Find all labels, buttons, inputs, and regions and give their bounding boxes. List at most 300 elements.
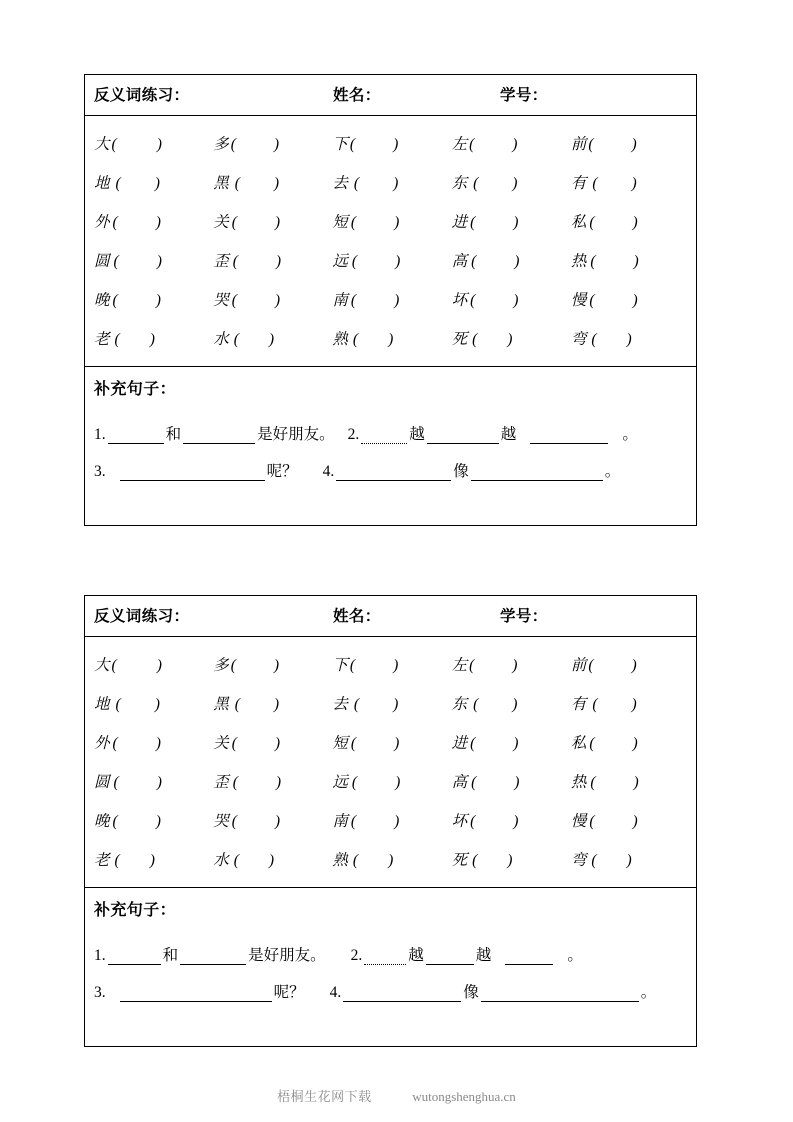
antonym-cell[interactable]	[94, 809, 213, 831]
sentence-text: 呢？	[273, 984, 305, 1001]
paren-open: (	[350, 291, 357, 309]
sentence-section-title: 补充句子：	[94, 381, 177, 398]
sentence-number: 1.	[94, 426, 106, 443]
antonym-cell[interactable]	[452, 210, 571, 232]
paren-open: (	[469, 135, 475, 153]
sentence-text: 。	[567, 947, 583, 964]
sentence-text: 像	[463, 984, 479, 1001]
antonym-cell[interactable]	[213, 132, 332, 154]
paren-close: )	[514, 773, 520, 791]
student-name-label: 姓名：	[333, 608, 381, 625]
sentence-text: 越	[408, 947, 424, 964]
antonym-grid	[85, 116, 696, 367]
antonym-cell[interactable]	[571, 327, 690, 349]
sentence-item-1[interactable]	[94, 422, 336, 444]
paren-close: )	[394, 734, 400, 752]
paren-open: (	[111, 135, 117, 153]
antonym-word: 死	[451, 330, 468, 348]
antonym-word: 大	[94, 135, 110, 153]
paren-open: (	[352, 851, 359, 869]
antonym-cell[interactable]	[213, 848, 332, 870]
paren-open: (	[351, 252, 358, 270]
sentence-text: 是好朋友。	[248, 947, 326, 964]
paren-open: (	[230, 135, 236, 153]
paren-open: (	[114, 330, 120, 348]
sentence-text: 是好朋友。	[257, 426, 335, 443]
antonym-word: 私	[570, 213, 587, 231]
antonym-word: 高	[451, 773, 468, 791]
antonym-word: 哭	[213, 291, 229, 309]
paren-close: )	[512, 174, 518, 192]
paren-close: )	[273, 695, 280, 713]
antonym-cell[interactable]	[571, 132, 690, 154]
antonym-word: 地	[94, 174, 110, 192]
sentence-item-4[interactable]	[323, 459, 622, 481]
antonym-cell[interactable]	[213, 171, 332, 193]
antonym-cell[interactable]	[94, 210, 213, 232]
antonym-cell[interactable]	[332, 249, 451, 271]
paren-close: )	[154, 174, 160, 192]
antonym-cell[interactable]	[94, 731, 213, 753]
antonym-cell[interactable]	[213, 809, 332, 831]
paren-open: (	[589, 734, 595, 752]
paren-close: )	[507, 851, 513, 869]
sentence-section-padding	[94, 1002, 687, 1036]
paren-open: (	[472, 851, 478, 869]
paren-open: (	[591, 851, 597, 869]
worksheet-header	[85, 596, 696, 637]
antonym-row	[85, 761, 696, 800]
antonym-word: 有	[570, 174, 587, 192]
blank-field[interactable]	[471, 465, 603, 481]
paren-open: (	[590, 773, 596, 791]
antonym-cell[interactable]	[332, 848, 451, 870]
paren-open: (	[472, 330, 478, 348]
blank-field[interactable]	[505, 949, 553, 965]
paren-open: (	[231, 734, 237, 752]
paren-open: (	[232, 773, 238, 791]
sentence-text: 。	[640, 984, 657, 1001]
paren-close: )	[633, 773, 639, 791]
sentence-text: 。	[622, 426, 638, 443]
antonym-row	[85, 279, 696, 318]
antonym-cell[interactable]	[452, 171, 571, 193]
antonym-cell[interactable]	[452, 327, 571, 349]
paren-close: )	[273, 656, 280, 674]
antonym-word: 晚	[94, 291, 110, 309]
antonym-word: 进	[451, 213, 468, 231]
blank-field[interactable]	[364, 949, 406, 965]
antonym-row	[85, 644, 696, 683]
paren-close: )	[274, 291, 281, 309]
paren-close: )	[155, 291, 161, 309]
antonym-cell[interactable]	[571, 171, 690, 193]
antonym-cell[interactable]	[332, 731, 451, 753]
paren-close: )	[513, 734, 519, 752]
paren-close: )	[393, 135, 399, 153]
paren-close: )	[513, 812, 519, 830]
antonym-cell[interactable]	[213, 210, 332, 232]
antonym-cell[interactable]	[571, 210, 690, 232]
blank-field[interactable]	[336, 465, 451, 481]
paren-close: )	[395, 773, 401, 791]
paren-open: (	[588, 656, 594, 674]
paren-open: (	[234, 174, 240, 192]
antonym-word: 外	[94, 213, 110, 231]
antonym-word: 有	[570, 695, 587, 713]
paren-close: )	[626, 330, 632, 348]
sentence-number: 3.	[94, 984, 106, 1001]
paren-close: )	[156, 252, 162, 270]
sentence-number: 1.	[94, 947, 106, 964]
paren-open: (	[473, 174, 479, 192]
sentence-line-2	[94, 965, 687, 1002]
antonym-cell[interactable]	[571, 249, 690, 271]
sentence-number: 4.	[329, 984, 342, 1001]
antonym-word: 弯	[570, 851, 587, 869]
blank-field[interactable]	[530, 428, 608, 444]
antonym-cell[interactable]	[452, 653, 571, 675]
paren-open: (	[471, 773, 477, 791]
paren-open: (	[349, 135, 356, 153]
antonym-cell[interactable]	[571, 692, 690, 714]
paren-close: )	[149, 330, 155, 348]
antonym-word: 前	[570, 656, 587, 674]
worksheet-header	[85, 75, 696, 116]
paren-open: (	[349, 656, 356, 674]
antonym-cell[interactable]	[94, 770, 213, 792]
blank-field[interactable]	[427, 428, 499, 444]
paren-close: )	[513, 213, 519, 231]
paren-open: (	[592, 695, 598, 713]
antonym-cell[interactable]	[332, 327, 451, 349]
sentence-section-padding	[94, 481, 687, 515]
antonym-cell[interactable]	[452, 288, 571, 310]
antonym-cell[interactable]	[452, 848, 571, 870]
antonym-word: 东	[451, 174, 468, 192]
antonym-word: 圆	[94, 252, 110, 270]
sentence-text: 和	[162, 947, 179, 964]
antonym-word: 黑	[213, 695, 229, 713]
antonym-word: 前	[570, 135, 587, 153]
paren-open: (	[473, 695, 479, 713]
antonym-word: 进	[451, 734, 468, 752]
paren-open: (	[233, 851, 239, 869]
antonym-word: 熟	[332, 851, 348, 869]
paren-close: )	[273, 174, 280, 192]
page-title: 反义词练习：	[94, 608, 190, 625]
antonym-row	[85, 201, 696, 240]
antonym-word: 黑	[213, 174, 229, 192]
sentence-text: 越	[500, 426, 517, 443]
antonym-word: 老	[94, 851, 110, 869]
antonym-word: 东	[451, 695, 468, 713]
antonym-cell[interactable]	[332, 770, 451, 792]
paren-open: (	[589, 213, 595, 231]
antonym-cell[interactable]	[452, 731, 571, 753]
antonym-word: 热	[570, 773, 587, 791]
antonym-cell[interactable]	[213, 288, 332, 310]
antonym-cell[interactable]	[571, 653, 690, 675]
antonym-word: 地	[94, 695, 110, 713]
sentence-text: 和	[165, 426, 182, 443]
antonym-word: 大	[94, 656, 110, 674]
paren-close: )	[388, 851, 394, 869]
paren-open: (	[113, 252, 119, 270]
paren-close: )	[507, 330, 513, 348]
antonym-cell[interactable]	[452, 692, 571, 714]
antonym-word: 关	[213, 734, 229, 752]
antonym-word: 私	[570, 734, 587, 752]
paren-close: )	[274, 812, 281, 830]
paren-open: (	[112, 812, 118, 830]
paren-close: )	[155, 213, 161, 231]
antonym-row	[85, 162, 696, 201]
antonym-cell[interactable]	[571, 288, 690, 310]
antonym-word: 关	[213, 213, 229, 231]
blank-field[interactable]	[180, 949, 246, 965]
antonym-word: 圆	[94, 773, 110, 791]
blank-field[interactable]	[361, 428, 407, 444]
sentence-item-2[interactable]	[348, 422, 639, 444]
antonym-cell[interactable]	[332, 653, 451, 675]
sentence-item-3[interactable]	[94, 980, 306, 1002]
sentence-number: 2.	[350, 947, 363, 964]
paren-open: (	[588, 135, 594, 153]
sentence-section-title: 补充句子：	[94, 902, 177, 919]
antonym-cell[interactable]	[213, 692, 332, 714]
paren-open: (	[591, 330, 597, 348]
antonym-word: 歪	[213, 252, 229, 270]
paren-close: )	[631, 656, 637, 674]
antonym-word: 慢	[570, 291, 587, 309]
paren-close: )	[394, 213, 400, 231]
paren-open: (	[470, 812, 476, 830]
antonym-cell[interactable]	[332, 288, 451, 310]
paren-close: )	[631, 695, 637, 713]
antonym-cell[interactable]	[94, 848, 213, 870]
antonym-word: 热	[570, 252, 587, 270]
antonym-word: 熟	[332, 330, 348, 348]
paren-close: )	[631, 174, 637, 192]
paren-close: )	[514, 252, 520, 270]
blank-field[interactable]	[120, 465, 265, 481]
sentence-number: 2.	[347, 426, 360, 443]
sentence-text: 越	[475, 947, 492, 964]
antonym-cell[interactable]	[332, 132, 451, 154]
paren-open: (	[470, 291, 476, 309]
page-title: 反义词练习：	[94, 87, 190, 104]
student-name-label: 姓名：	[333, 87, 381, 104]
antonym-row	[85, 240, 696, 279]
paren-close: )	[626, 851, 632, 869]
paren-close: )	[395, 252, 401, 270]
antonym-cell[interactable]	[94, 327, 213, 349]
paren-close: )	[512, 695, 518, 713]
sentence-number: 3.	[94, 463, 106, 480]
antonym-cell[interactable]	[332, 692, 451, 714]
sentence-number: 4.	[322, 463, 335, 480]
sentence-item-2[interactable]	[351, 943, 584, 965]
paren-close: )	[513, 291, 519, 309]
paren-open: (	[470, 213, 476, 231]
student-id-label: 学号：	[500, 608, 548, 625]
antonym-word: 多	[213, 656, 229, 674]
antonym-cell[interactable]	[452, 809, 571, 831]
antonym-word: 慢	[570, 812, 587, 830]
paren-close: )	[388, 330, 394, 348]
antonym-cell[interactable]	[571, 731, 690, 753]
paren-open: (	[231, 291, 237, 309]
paren-close: )	[156, 656, 162, 674]
paren-open: (	[115, 174, 121, 192]
antonym-word: 坏	[451, 812, 468, 830]
blank-field[interactable]	[426, 949, 474, 965]
antonym-cell[interactable]	[332, 809, 451, 831]
paren-open: (	[232, 252, 238, 270]
antonym-cell[interactable]	[94, 288, 213, 310]
paren-close: )	[275, 773, 282, 791]
antonym-grid	[85, 637, 696, 888]
sentence-section	[85, 367, 696, 525]
paren-open: (	[350, 812, 357, 830]
antonym-word: 左	[451, 656, 468, 674]
paren-open: (	[112, 291, 118, 309]
antonym-word: 外	[94, 734, 110, 752]
paren-close: )	[155, 812, 161, 830]
antonym-row	[85, 722, 696, 761]
antonym-row	[85, 318, 696, 357]
antonym-word: 左	[451, 135, 468, 153]
paren-open: (	[112, 213, 118, 231]
paren-open: (	[592, 174, 598, 192]
blank-field[interactable]	[481, 986, 639, 1002]
blank-field[interactable]	[108, 949, 161, 965]
paren-close: )	[156, 773, 162, 791]
antonym-cell[interactable]	[213, 653, 332, 675]
antonym-word: 多	[213, 135, 229, 153]
paren-open: (	[469, 656, 475, 674]
paren-open: (	[231, 812, 237, 830]
paren-open: (	[351, 773, 358, 791]
footer-site-url: wutongshenghua.cn	[412, 1089, 516, 1104]
antonym-cell[interactable]	[94, 132, 213, 154]
paren-open: (	[352, 330, 359, 348]
blank-field[interactable]	[108, 428, 164, 444]
antonym-cell[interactable]	[213, 770, 332, 792]
paren-close: )	[273, 135, 280, 153]
paren-open: (	[353, 174, 360, 192]
antonym-word: 短	[332, 213, 348, 231]
sentence-line-1	[94, 407, 687, 444]
antonym-cell[interactable]	[94, 249, 213, 271]
paren-open: (	[111, 656, 117, 674]
worksheet-block-2	[84, 595, 697, 1047]
paren-open: (	[233, 330, 239, 348]
paren-close: )	[512, 135, 518, 153]
antonym-cell[interactable]	[571, 809, 690, 831]
sentence-item-3[interactable]	[94, 459, 299, 481]
antonym-cell[interactable]	[213, 731, 332, 753]
paren-open: (	[350, 734, 357, 752]
paren-close: )	[154, 695, 160, 713]
paren-open: (	[589, 812, 595, 830]
paren-open: (	[589, 291, 595, 309]
antonym-row	[85, 683, 696, 722]
paren-open: (	[470, 734, 476, 752]
paren-open: (	[113, 773, 119, 791]
paren-close: )	[274, 734, 281, 752]
antonym-word: 远	[332, 773, 348, 791]
paren-close: )	[393, 656, 399, 674]
footer-site-name: 梧桐生花网下载	[277, 1089, 372, 1104]
antonym-word: 死	[451, 851, 468, 869]
blank-field[interactable]	[183, 428, 255, 444]
antonym-word: 老	[94, 330, 110, 348]
antonym-row	[85, 123, 696, 162]
sentence-line-2	[94, 444, 687, 481]
antonym-word: 水	[213, 330, 229, 348]
paren-open: (	[350, 213, 357, 231]
antonym-word: 晚	[94, 812, 110, 830]
paren-close: )	[155, 734, 161, 752]
antonym-cell[interactable]	[452, 132, 571, 154]
paren-close: )	[632, 734, 638, 752]
antonym-cell[interactable]	[94, 692, 213, 714]
paren-open: (	[590, 252, 596, 270]
sentence-text: 。	[604, 463, 621, 480]
paren-close: )	[394, 291, 400, 309]
antonym-cell[interactable]	[332, 210, 451, 232]
student-id-label: 学号：	[500, 87, 548, 104]
paren-open: (	[234, 695, 240, 713]
antonym-word: 去	[332, 174, 348, 192]
paren-open: (	[231, 213, 237, 231]
antonym-cell[interactable]	[94, 171, 213, 193]
antonym-cell[interactable]	[571, 770, 690, 792]
antonym-word: 南	[332, 291, 348, 309]
antonym-word: 南	[332, 812, 348, 830]
antonym-cell[interactable]	[332, 171, 451, 193]
sentence-section	[85, 888, 696, 1046]
blank-field[interactable]	[343, 986, 461, 1002]
paren-open: (	[230, 656, 236, 674]
antonym-cell[interactable]	[213, 249, 332, 271]
sentence-item-4[interactable]	[330, 980, 658, 1002]
paren-open: (	[112, 734, 118, 752]
antonym-cell[interactable]	[94, 653, 213, 675]
paren-close: )	[632, 812, 638, 830]
antonym-cell[interactable]	[452, 249, 571, 271]
antonym-word: 去	[332, 695, 348, 713]
paren-close: )	[156, 135, 162, 153]
antonym-cell[interactable]	[213, 327, 332, 349]
antonym-word: 歪	[213, 773, 229, 791]
antonym-word: 坏	[451, 291, 468, 309]
paren-close: )	[274, 213, 281, 231]
antonym-cell[interactable]	[571, 848, 690, 870]
sentence-line-1	[94, 928, 687, 965]
paren-close: )	[512, 656, 518, 674]
antonym-word: 下	[332, 135, 348, 153]
antonym-row	[85, 839, 696, 878]
sentence-text: 像	[453, 463, 469, 480]
blank-field[interactable]	[120, 986, 272, 1002]
sentence-item-1[interactable]	[94, 943, 327, 965]
paren-close: )	[268, 851, 275, 869]
antonym-word: 下	[332, 656, 348, 674]
antonym-cell[interactable]	[452, 770, 571, 792]
